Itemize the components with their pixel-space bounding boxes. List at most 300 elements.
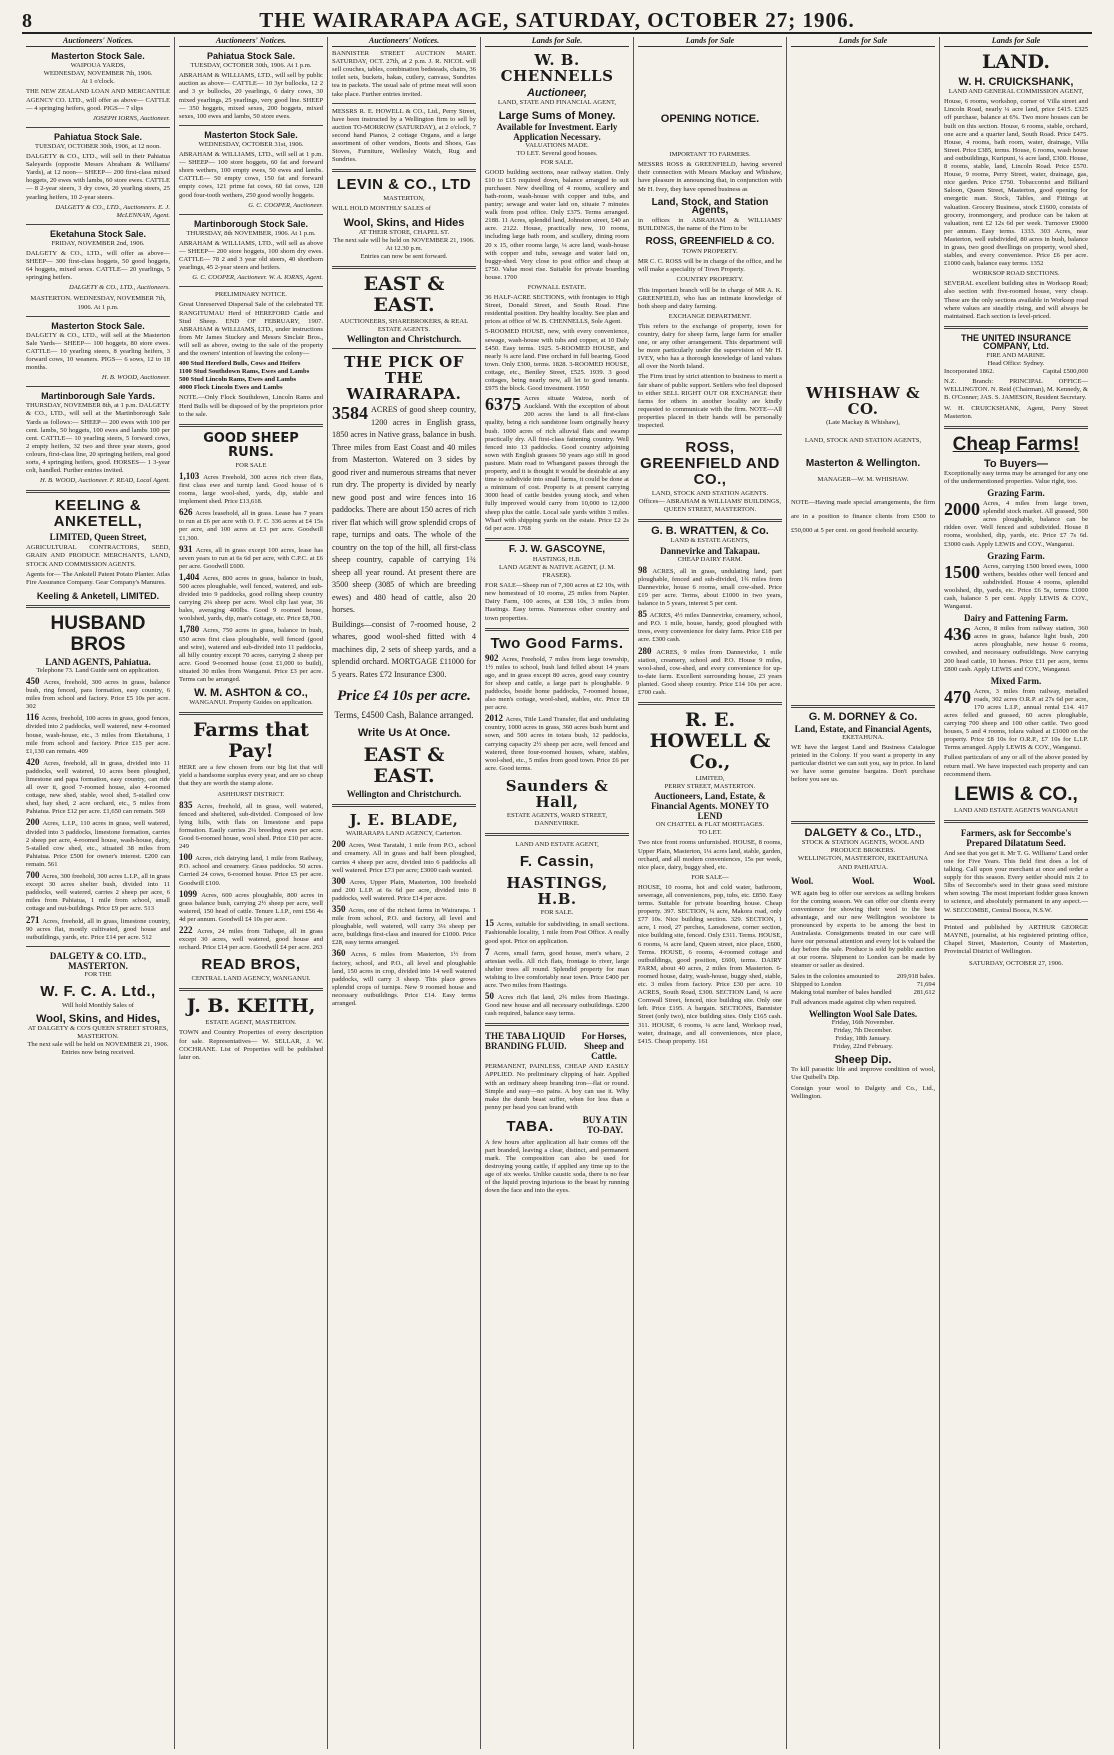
ad-signature: H. B. WOOD, Auctioneer. (101, 374, 170, 382)
ad-line: PERRY STREET, MASTERTON. (664, 783, 756, 791)
listing-text: Acres Freehold, 300 acres rich river flats, first class ewe and turnip land. Good house of 6 rooms, large wool-shed, yards, dip, stable and implement shed. Price £13,618. (179, 473, 323, 506)
acreage: 271 (26, 914, 43, 925)
ad-body: THE NEW ZEALAND LOAN AND MERCANTILE AGENCY CO. LTD., will offer as above— CATTLE— 4 springing heifers, good. PIGS— 7 slips (26, 88, 170, 112)
ad-heading: LAND. (982, 51, 1050, 74)
ad-line: AT DALGETY & CO'S QUEEN STREET STORES, MASTERTON. (27, 1025, 169, 1041)
ad-line: WANGANUI. Property Guides on application. (189, 699, 313, 707)
listing-text: Acres, West Taratahi, 1 mile from P.O., school and creamery. All in grass and half been ploughed, carries 4 sheep per acre, divided into 6 paddocks all well watered. Price £73 per acre; £3000 cash wanted. (332, 842, 476, 874)
ad-body: SEVERAL excellent building sites in Worksop Road; also section with five-roomed house, very cheap. These are the only sections available in Worksop road where values are steadily rising, and will always be maintained. Each section is level-priced. (944, 280, 1088, 320)
ad-heading: Cheap Farms! (952, 433, 1080, 455)
ad-body: TOWN and Country Properties of every description for sale. Representatives— W. SELLAR, J. W. COCHRANE. List of Properties will be published later on. (179, 1029, 323, 1061)
ad-line: WEDNESDAY, NOVEMBER 7th, 1906. (43, 70, 153, 78)
ad-line: ESTATE AGENTS, WARD STREET, DANNEVIRKE. (506, 811, 608, 828)
property-listing (179, 545, 323, 571)
listing-text: Acres, freehold, 300 acres in grass, balance bush, ring fenced, para formation, easy country, 6 miles from school and factory. Price £5 10s per acre. 302 (26, 678, 170, 711)
ad-line: Dannevirke and Takapau. (660, 545, 760, 556)
firm-name: W. H. CRUICKSHANK, (958, 76, 1074, 89)
property-listing (179, 853, 323, 887)
list-line: 1100 Stud Southdown Rams, Ewes and Lambs (179, 368, 310, 376)
ad-body: To kill parasitic life and improve condition of wool, Use Quibell's Dip. (791, 1066, 935, 1082)
firm-name: J. B. KEITH, (186, 995, 316, 1018)
firm-name: J. E. BLADE, (349, 811, 459, 830)
firm-name: F. J. W. GASCOYNE, (508, 543, 606, 555)
ad-body: ABRAHAM & WILLIAMS, LTD., will sell by public auction as above— CATTLE— 10 3yr bullocks, 12 2 and 3 yr bullocks, 20 yearlings, 6 dairy cows, 30 mixed yearlings, 25 yearlings, very good line. SHEEP— 350 hoggets, mixed sexes, 200 hoggets, mixed sexes, 100 ewes and lambs, 50 store ewes. (179, 72, 323, 120)
ad-line: Head Office: Sydney. (987, 360, 1045, 368)
property-list (179, 801, 323, 953)
wool-word: Wool. (791, 875, 814, 886)
property-listing (26, 818, 170, 869)
ad-line: LAND, STOCK AND STATION AGENTS. (651, 490, 769, 498)
ad-body: NOTE—Having made special arrangements, the firm are in a position to finance clients from £500 to £50,000 at 5 per cent. on good freehold security. (791, 499, 935, 535)
ad-heading: Mixed Farm. (990, 675, 1042, 686)
listing-text: Acres leasehold, all in grass. Lease has 7 years to run at £6 per acre with O. F. C. 336 acres at £4 15s per acre, and 100 acres at £3 per acre. Goodwill £1,300. (179, 510, 324, 542)
property-listing (332, 905, 476, 947)
ad-heading: THE TABA LIQUID BRANDING FLUID. (485, 1031, 567, 1052)
ad-line: WAIRARAPA LAND AGENCY, Carterton. (346, 830, 462, 838)
listing-text: Acres, Title Land Transfer, flat and undulating country, 1000 acres in grass, 360 acres bush burnt and sown, and 500 acres in totara bush, 12 paddocks, carrying capacity 2½ sheep per acre, well fenced and watered, three four-roomed houses, whare, stables, wool-shed, etc., 5 miles from good town. Price £6 per acre. Good terms. (485, 716, 629, 772)
listing-text: Acres, 24 miles from Taihape, all in grass except 30 acres, well watered, good house and orchard. Price £14 per acre. Goodwill £4 per acre. 263 (179, 927, 324, 952)
list-line: Friday, 16th November. (831, 1018, 895, 1026)
ad-line: DALGETY & CO. LTD., MASTERTON. (49, 950, 147, 971)
acreage: 470 (944, 686, 971, 707)
ad-body: Consign your wool to Dalgety and Co., Ltd., Wellington. (791, 1084, 935, 1100)
ad-body: Acres, 3 miles from railway, metalled roads, 302 acres O.R.P. at 27s 6d per acre, 170 acres L.I.P., annual rental £14. 417 acres felled and grassed, 60 acres ploughable, carrying 700 sheep and 100 other cattle. Two good houses, 5 and 4 rooms, tolara valued at £1000 on the property. Price £8 10s for O.R.P., £7 10s for L.I.P. Terms arranged. Apply LEWIS & COY., Wanganui. (944, 687, 1088, 752)
acreage: 50 (485, 991, 498, 1002)
ad-line: LAND, STATE AND FINANCIAL AGENT, (497, 99, 617, 107)
ad-body: And see that you get it. Mr T. G. Williams' Land order one for Five Years. This field first does a lot of talking. Call upon your merchant at once and order a supply for this season. Every settler should mix 2 to 5lbs of Seccombe's seed in their grass seed mixture when sowing. The most important fodder grass known to science, and absolutely permanent in any aspect.—W. SECCOMBE, Central Booca, N.S.W. (944, 849, 1088, 914)
column-heading: Auctioneers' Notices. (332, 37, 476, 47)
firm-subtitle: LAND AGENTS, Pahiatua. (45, 656, 151, 667)
firm-name: F. Cassin, (519, 853, 595, 871)
acreage: 350 (332, 904, 349, 914)
brand-name: TABA. (506, 1117, 554, 1135)
acreage: 100 (179, 852, 196, 863)
firm-name: W. B. CHENNELLS (500, 51, 614, 86)
ad-line: ASHHURST DISTRICT. (217, 790, 285, 798)
ad-line: For Horses, Sheep and Cattle. (581, 1031, 627, 1062)
ad-line: AT THEIR STORE, CHAPEL ST. (358, 228, 450, 236)
firm-name: Saunders & Hall, (505, 776, 609, 811)
stat-label: Shipped to London (791, 980, 842, 988)
ad-body: 36 HALF-ACRE SECTIONS, with frontages to High Street, Donald Street, and South Road. Fine residential position. Dry healthy locality. See plan and prices at office of W. B. CHENNELLS, Sole Agent. (485, 294, 629, 326)
ad-line: CHEAP DAIRY FARM. (677, 555, 743, 563)
ad-body: 5-ROOMED HOUSE, new, with every convenience, sewage, wash-house with tubs and copper, at 10 Daly £450. Easy terms. 1925. 5-ROOMED HOUSE, and nearly ¼ acre land. Fine orchard in full bearing, Good town. Only £300, terms. 1828. 3-ROOMED HOUSE, cottage, etc., Bentley Street, £525. 1939. 3 good cottages, being nearly new, all let to good tenants. £975 the block. Good investment. 1950 (485, 328, 629, 393)
ad-line: THURSDAY, 8th NOVEMBER, 1906. At 1 p.m. (186, 229, 316, 237)
ad-line: Wellington and Christchurch. (346, 334, 462, 345)
ad-line: CENTRAL LAND AGENCY, WANGANUI. (191, 975, 311, 983)
property-listing (485, 714, 629, 773)
listing-text: Acres, 600 acres ploughable, 800 acres in grass balance bush, carrying 2½ sheep per acre, well watered, 150 head of cattle. Tenure L.I.P., rent £56 4s 4d per annum. Goodwill £4 10s per acre. (179, 891, 323, 923)
imprint-date: SATURDAY, OCTOBER 27, 1906. (968, 959, 1064, 967)
property-listing (26, 758, 170, 817)
ad-line: FIRE AND MARINE. (986, 352, 1046, 359)
listing-text: Acres, freehold, all in grass, well watered, fenced and sheltered, sub-divided. Composed of low lying hills, with flats on limestone and papa formation. Easily carries 2¼ breeding ewes per acre. Good 6-roomed house, wool shed. Price £10 per acre. 249 (179, 802, 323, 851)
ad-line: WAIPOUA YARDS, (70, 62, 126, 70)
stat-label: Making total number of bales handled (791, 988, 892, 996)
ad-line: STOCK & STATION AGENTS, WOOL AND PRODUCE BROKERS. (801, 839, 925, 855)
firm-subtitle: Land, Estate, and Financial Agents, (794, 723, 932, 734)
ad-heading: Masterton Stock Sale. (204, 129, 298, 140)
ad-heading: THE PICK OF THE WAIRARAPA. (344, 353, 464, 404)
ad-body: WE have the largest Land and Business Catalogue printed in the Colony. If you want a property in any particular district we can suit you, say in price. In land we have some genuine bargains. Don't purchase before you see us. (791, 743, 935, 784)
listing-text: Acres, Upper Plain, Masterton, 100 freehold and 200 L.I.P. at 6s 6d per acre, divided into 8 paddocks, well watered. Price £14 per acre. (332, 878, 476, 902)
ad-line: LAND AGENT & NATIVE AGENT, (J. M. FRASER). (498, 563, 616, 580)
property-listing (638, 566, 782, 608)
ad-line: (Late Mackay & Whishaw), (826, 419, 900, 427)
property-listing (179, 625, 323, 684)
column-heading: Auctioneers' Notices. (26, 37, 170, 47)
ad-line: WEDNESDAY, OCTOBER 31st, 1906. (198, 140, 304, 148)
ad-body: ABRAHAM & WILLIAMS, LTD., will sell at 1 p.m.— SHEEP— 100 store hoggets, 60 fat and forward shorn wethers, 100 empty ewes, 50 ewes and lambs. CATTLE— 50 empty cows, 150 fat and forward empty cows, 121 prime fat cows, 60 fat cows, 128 good four-tooth wethers, 250 good woolly hoggets. (179, 151, 323, 199)
ad-body: ACRES of good sheep country, 1200 acres in English grass, 1850 acres in Native grass, balance in bush. Three miles from East Coast and 40 miles from Masterton. Watered on 3 sides by good river and numerous streams that never run dry. The property is divided by nearly new good post and wire fences into 16 paddocks. There are about 150 acres of rich river flat which will grow splendid crops of rape, turnips and oats. The whole of the country on the top of the hill, all first-class sheep country, capable of carrying 1¾ sheep all year round. At present there are 3500 sheep (3085 of which are breeding ewes) and 480 head of cattle, also 20 horses. (332, 405, 476, 615)
column-6 (787, 37, 940, 1749)
ad-line: MANAGER—W. M. WHISHAW. (817, 476, 909, 484)
listing-text: Acres, all in grass except 100 acres, lease has seven years to run at 6s 6d per acre, with C.P.C. at £6 per acre. Goodwill £600. (179, 546, 323, 570)
ad-line: VALUATIONS MADE. (525, 142, 589, 150)
list-line: 400 Stud Hereford Bulls, Cows and Heifers (179, 360, 301, 368)
stat-label: Sales in the colonies amounted to (791, 972, 880, 980)
ad-body: The Firm trust by strict attention to business to merit a fair share of public support. Settlers who feel disposed to either SELL RIGHT OUT OR EXCHANGE their farms for others in another locality are kindly requested to communicate with the firm. NOTE—All properties placed in their hands will be personally inspected. (638, 373, 782, 429)
property-listing (26, 871, 170, 913)
ad-body: HOUSE, 10 rooms, hot and cold water, bathroom, sewerage, all conveniences, pop, tubs, etc. £850. Easy terms. Suitable for private boarding house. Cheap property. 397. SECTION, ¼ acre, Makora road, only £77 10s. Nice building section. 329. SECTION, 1 acre, 1 rood, 27 perches, Lansdowne, corner section, nice building site, fenced. Only £311. Terms. HOUSE, 6 rooms, ¼ acre land, Queen street, nice place, £600, Terms. HOUSE, 6 rooms, 4-roomed cottage and outbuildings, good position, £600, terms. DAIRY FARM, about 40 acres, 2 miles from Masterton. 6-roomed house, dairy, wash-house, buggy shed, stable, etc. 3 miles from factory. Price £30 per acre. 10 ACRES, South Road, £300. SECTION Land, ¼ acre Cornwall Street, fenced, nice building site. Only one left. Price £195. A bargain. SECTIONS, Bannister Street (only two), nice building sites. Only £165 cash. 311. HOUSE, 6 rooms, ¼ acre land, Worksop road, water, drainage, and all conveniences, nice place, £415. Cheap property. 161 (638, 883, 782, 1045)
property-listing (179, 890, 323, 924)
ad-line: Wellington and Christchurch. (346, 789, 462, 800)
ad-body: Fullest particulars of any or all of the above posted by return mail. We have inspected each property and can recommend them. (944, 754, 1088, 778)
ad-body: AGRICULTURAL CONTRACTORS, SEED, GRAIN AND PRODUCE MERCHANTS, LAND, STOCK AND COMMISSION AGENTS. (26, 544, 170, 568)
property-listing (26, 916, 170, 942)
acreage: 1099 (179, 888, 202, 899)
ad-line: MASTERTON. WEDNESDAY, NOVEMBER 7th, 1906. At 1 p.m. (30, 295, 166, 311)
ad-line: TUESDAY, OCTOBER 30th, 1906, at 12 noon. (35, 142, 161, 150)
column-heading: Lands for Sale (944, 37, 1088, 47)
firm-signature: Keeling & Anketell, LIMITED. (36, 590, 160, 601)
acreage: 200 (26, 817, 43, 828)
acreage: 2000 (944, 499, 980, 520)
ad-line: TUESDAY, OCTOBER 30th, 1906. At 1 p.m. (190, 62, 312, 70)
column-5 (634, 37, 787, 1749)
property-list (332, 840, 476, 1008)
ad-line: Auctioneers, Land, Estate, & Financial Agents. MONEY TO LEND (651, 791, 769, 822)
wool-word: Wool. (912, 875, 935, 886)
ad-body: THURSDAY, NOVEMBER 8th, at 1 p.m. DALGETY & CO., LTD., will sell at the Martinborough Sale Yards as follows:— SHEEP— 200 ewes with 100 per cent. lambs, 50 hoggets, 100 ewes and lambs 100 per cent. CATTLE— 10 yearling steers, 5 forward cows, 2 empty heifers, 32 two and three year steers, good colours, first-class line, 20 springing heifers, real good sorts, 4 springing heifers, good. HORSES— 1 3-year colt, handled. Further entries invited. (26, 402, 170, 475)
columns (22, 37, 1092, 1749)
acreage: 3584 (332, 403, 368, 424)
firm-name: R. E. HOWELL & Co., (649, 709, 771, 774)
firm-name: G. M. DORNEY & Co. (808, 711, 918, 724)
ad-body: MESSRS R. E. HOWELL & CO., Ltd., Perry Street, have been instructed by a Wellington firm to sell by auction TO-MORROW (SATURDAY), at 2 o'clock, 7 second hand Pianos, 2 cottage Organs, and a large assortment of other vendors, Boots and Shoes, Gas Stoves, Furniture, Wellesley Watch, Rug and Sundries. (332, 107, 476, 164)
ad-line: The next sale will be held on NOVEMBER 21, 1906. Entries now being received. (27, 1041, 169, 1057)
acreage: 700 (26, 870, 42, 881)
price: Price £4 10s per acre. (337, 688, 471, 705)
ad-line: FOR SALE (235, 461, 267, 469)
firm-name: W. F. C. A. Ltd., (40, 982, 156, 1000)
ad-line: Capital £500,000 (1042, 368, 1088, 376)
ad-heading: Write Us At Once. (357, 727, 451, 740)
listing-text: Acres, one of the richest farms in Wairarapa. 1 mile from school, P.O. and factory, all level and ploughable, well watered, will carry 3¼ sheep per acre, buildings first-class and insured for £1000. Price £28, easy terms arranged. (332, 907, 477, 947)
property-listing (179, 573, 323, 624)
ad-heading: WORKSOP ROAD SECTIONS. (972, 270, 1060, 278)
firm-place: Masterton & Wellington. (805, 458, 921, 470)
ad-line: HASTINGS, H.B. (532, 555, 582, 563)
acreage: 7 (485, 946, 494, 957)
column-2 (175, 37, 328, 1749)
column-heading: Lands for Sale (791, 37, 935, 47)
firm-name: LEWIS & CO., (954, 783, 1078, 805)
ad-heading: Land, Stock, and Station Agents, (651, 196, 769, 216)
ad-line: Entries can now be sent forward. (360, 252, 448, 260)
ad-line: TO LET. (698, 829, 722, 837)
ad-heading: Wool, Skins, and Hides, (36, 1012, 160, 1025)
ad-line: MASTERTON, (383, 195, 425, 203)
acreage: 902 (485, 652, 502, 663)
listing-text: ACRES, all in grass, undulating land, part ploughable, fenced and sub-divided, 1¾ miles from Dannevirke, house 6 rooms, small cow-shed. Price £19 per acre. Terms, about £1000 in two years, balance in 5 years, interest 5 per cent. (638, 567, 783, 608)
acreage: 420 (26, 756, 44, 767)
ad-line: Telephone 73. Land Guide sent on application. (36, 666, 160, 674)
ad-heading: Martinborough Stock Sale. (193, 218, 308, 229)
ad-body: A few hours after application all hair comes off the part branded, leaving a clear, distinct, and permanent mark. The composition can also be used for destroying young cattle, if applied any time up to the age of six weeks. Unlike caustic soda, there is no fear of the liquid proving injurious to the beast by running down the face and into the eyes. (485, 1138, 629, 1195)
acreage: 450 (26, 675, 44, 686)
property-list (26, 677, 170, 942)
firm-name: LEVIN & CO., LTD (336, 176, 472, 194)
ad-body: in offices in ABRAHAM & WILLIAMS' BUILDINGS, the name of the Firm to be (638, 216, 782, 232)
acreage: 1,103 (179, 470, 204, 481)
ad-heading: Pahiatua Stock Sale. (206, 51, 296, 62)
acreage: 85 (638, 609, 650, 620)
ad-body: This refers to the exchange of property, town for country, dairy for sheep farm, large farm for smaller one, or any other arrangement. This department will be more particularly under the supervision of Mr H. IVEY, who has a thorough knowledge of land values all over the North Island. (638, 322, 782, 371)
property-listing (26, 713, 170, 755)
listing-text: Acres, Freehold, 7 miles from large township, 1½ miles to school, bush land felled about 14 years ago, and in grass except 80 acres, good easy country for sheep and cattle, a large part is ploughable. 9 paddocks, beside home paddocks, 7-roomed house, also men's cottage, wool-shed, stables, etc. Price £8 per acre. (485, 655, 629, 712)
ad-line: IMPORTANT TO FARMERS. (669, 151, 751, 159)
ad-heading: Grazing Farm. (987, 550, 1045, 561)
ad-body: Exceptionally easy terms may be arranged for any one of the undermentioned properties. Value right, too. (944, 469, 1088, 485)
ad-body: BANNISTER STREET AUCTION MART. SATURDAY, OCT. 27th, at 2 p.m. J. R. NICOL will sell couches, tables, combination bedsteads, chairs, 36 toilet sets, buckets, bakas, cutlery, canvass, Sundries tea in packets. The usual sale of prime meat will soon take place. Further entries invited. (332, 50, 476, 98)
stat-value: 209,918 bales. (896, 972, 935, 980)
list-line: Friday, 7th December. (833, 1027, 893, 1034)
property-listing (179, 508, 323, 542)
ad-line: EXCHANGE DEPARTMENT. (668, 312, 752, 320)
ad-body: This important branch will be in charge of MR A. K. GREENFIELD, who has an intimate knowledge of both sheep and dairy farming. (638, 286, 782, 310)
list-line: Friday, 22nd February. (833, 1043, 893, 1051)
listing-text: ACRES, 9 miles from Dannevirke, 1 mile station, creamery, school and P.O. House 9 miles, wool-shed, cow-shed, and every convenience for up-to-date farm. Excellent surrounding house, 23 years planted. Good sheep country. Price £14 10s per acre. £700 cash. (638, 648, 783, 696)
ad-line: WELLINGTON, MASTERTON, EKETAHUNA AND PAHIATUA. (798, 855, 928, 871)
ad-body: Great Unreserved Dispersal Sale of the celebrated TE RANGITUMAU Herd of HEREFORD Cattle and Stud Sheep. END OF FEBRUARY, 1907. ABRAHAM & WILLIAMS, LTD., under instructions from Mr James Stuckey and Messrs Sinclair Bros., will sell as above, owing to the sale of the property and the owners' intention of leaving the colony— (179, 301, 323, 357)
firm-name: THE UNITED INSURANCE COMPANY, Ltd. (960, 332, 1071, 351)
column-3 (328, 37, 481, 1749)
ad-line: Will hold Monthly Sales of (62, 1001, 134, 1009)
property-listing (638, 647, 782, 698)
ad-body: Full advances made against clip when required. (791, 998, 917, 1006)
firm-subtitle: Auctioneer, (527, 87, 587, 100)
listing-text: Acres, suitable for subdividing, in small sections. Fashionable locality, 1 mile from Post Office. A really good spot. Price on application. (485, 921, 630, 945)
firm-name: G. B. WRATTEN, & Co. (651, 525, 769, 538)
firm-name: DALGETY & Co., LTD., (804, 827, 922, 840)
ad-line: FOR THE (84, 970, 112, 978)
list-line: Friday, 18th January. (835, 1035, 891, 1043)
acreage: 1,780 (179, 624, 203, 635)
ad-line: LAND AND ESTATE AGENT, (515, 841, 599, 849)
ad-body: NOTE.—Only Flock Southdown, Lincoln Rams and Herd Bulls will be disposed of by the proprietors prior to the sale. (179, 394, 323, 418)
acreage: 280 (638, 645, 657, 656)
ad-line: Available for Investment. Early Application Necessary. (496, 122, 618, 143)
ad-line: FRIDAY, NOVEMBER 2nd, 1906. (51, 239, 145, 247)
property-listing (179, 926, 323, 952)
column-4 (481, 37, 634, 1749)
stat-value: 281,612 (913, 988, 935, 996)
acreage: 835 (179, 799, 198, 810)
listing-text: Acres, 800 acres in grass, balance in bush, 500 acres ploughable, well fenced, watered, and sub-divided into 9 paddocks, good rolling sheep country carrying 2¼ sheep per acre. Wool clip last year, 36 bales, averaging 400lbs. Good 9 roomed house, woolshed, yards, dip, man's cottage, etc. Price £8,700. (179, 574, 323, 623)
ad-body: Acres, carrying 1500 breed ewes, 1000 wethers, besides other well fenced and subdivided. House 4 rooms, splendid woolshed, dip, yards, etc. Price £6 5s, terms £1000 cash, balance 5 per cent. Apply LEWIS & COY., Wanganui. (944, 562, 1088, 611)
wool-word: Wool. (851, 875, 875, 886)
ad-body: HERE are a few chosen from our big list that will yield a handsome surplus every year, and are so cheap that they are worth the stamp alone. (179, 764, 323, 788)
firm-name: KEELING & ANKETELL, (53, 497, 143, 531)
listing-text: Acres, freehold, all in grass, limestone country, 90 acres flat, mostly cultivated, good house and outbuildings, yards, etc. Price £14 per acre. 512 (26, 917, 171, 941)
acreage: 626 (179, 507, 196, 518)
property-listing (26, 677, 170, 711)
ad-signature: G. C. COOPER, Auctioneer. W. A. IORNS, Agent. (192, 274, 323, 282)
ad-line: BUY A TIN TO-DAY. (582, 1115, 628, 1136)
ad-heading: Wellington Wool Sale Dates. (808, 1008, 918, 1019)
ad-heading: To Buyers— (984, 457, 1048, 470)
ad-heading: OPENING NOTICE. (660, 113, 760, 126)
ad-line: AUCTIONEERS, SHAREBROKERS, & REAL ESTATE AGENTS. (339, 317, 469, 334)
ad-signature: JOSEPH IORNS, Auctioneer. (92, 114, 170, 122)
stat-value: 71,694 (916, 980, 935, 988)
ad-line: LAND, STOCK AND STATION AGENTS, (804, 437, 922, 445)
listing-text: Acres, 300 freehold, 300 acres L.I.P., all in grass except 30 acres shelter bush, divided into 11 paddocks, well watered, carries 2 sheep per acre, 6 miles from Pahiatua, 1 mile from school, small cottage and out-buildings. Price £9 per acre. 513 (26, 873, 170, 913)
acreage: 200 (332, 839, 349, 850)
ad-heading: Farms that Pay! (193, 719, 309, 763)
ad-body: Acres situate Wairoa, north of Auckland. With the exception of about 200 acres the land is all first-class quality, being a rich sandstone loam originally heavy bush. 1000 acres of rich alluvial flats and swamp practically dry. All first-class fattening country. Well fenced into 13 paddocks. Good country adjoining sown with English grasses 50 years ago still in good pasture. Main road to Whangarei passes through the property, and it is thought it would be desirable at any time to subdivide into small farms, it could be done at a minimum of cost. Property is at present carrying 3000 head of cattle besides young stock, and when fully improved would carry from 10,000 to 12,000 sheep plus the cattle. Local sale yards within 3 miles. Wharf with shipping yards on the estate. Price £2 2s 6d per acre. 1768 (485, 395, 629, 532)
listing-text: Acres, freehold, 100 acres in grass, good fences, divided into 2 paddocks, well watered, new 4-roomed house, wash-house, etc., 3 miles from Eketahuna, 1 mile from school and factory. Price £15 per acre. £1,130 can remain. 409 (26, 715, 170, 755)
property-listing (485, 654, 629, 713)
ad-body: W. H. CRUICKSHANK, Agent, Perry Street Masterton. (944, 404, 1088, 420)
firm-name: EAST & EAST. (363, 744, 445, 788)
ad-body: FOR SALE—Sheep run of 7,300 acres at £2 10s, with new homestead of 10 rooms, 25 miles from Napier. Dairy Farm, 100 acres, at £38 10s, 3 miles from Hastings. Easy terms. Numerous other country and town properties. (485, 582, 629, 622)
ad-body: Buildings—consist of 7-roomed house, 2 whares, good wool-shed fitted with 4 machines dip, 2 sets of sheep yards, and a splendid orchard. MORTGAGE £11000 for 5 years. Rates £72 Insurance £300. (332, 619, 476, 679)
listing-text: Acres, freehold, all in grass, divided into 11 paddocks, well watered, 10 acres been ploughed, limestone and papa formation, easy country, can ride all over it, good 7-roomed house, also 4-roomed cottage, new shed, stable, wool shed, 5-stalled cow shed, hay shed, 2 acre orchard, etc., 5 miles from Pahiatua. Price £12 per acre. £1,650 can remain. 569 (26, 759, 171, 816)
acreage: 931 (179, 543, 196, 554)
ad-heading: Martinborough Sale Yards. (41, 391, 155, 402)
ad-line: ESTATE AGENT, MASTERTON. (205, 1019, 297, 1027)
ad-body: House, 6 rooms, workshop, corner of Villa street and Lincoln Road, nearly ¼ acre land, price £415. £325 off purchase, balance at 6%. Two more houses can be built on this section. House, 6 rooms, stable, orchard, one acre and a quarter land, South Road. Price £475. House, 4 rooms, bath room, water, drainage, Villa Street. Price £385, terms. House, 6 rooms, wash house and outbuildings, Kuripuni, ¼ acre land, £300. House, 8 rooms, stable, land, Lincoln Road. Price £570. House, 9 rooms, Perry Street, water, drainage, gas, nice garden. Price £750. Tobacconist and Billiard Saloon, Queen Street, Masterton, good opening for energetic man. Stock, Tables, and Fittings at valuation. Grocery Business, stock £1600, consists of grocery, ironmongery, and produce can be taken at valuation, rent £2 12s 6d per week. Turnover £9000 per annum. Easy terms. 1333. 303 Acres, near Masterton, well subdivided, 80 acres in bush, balance in grass, two good dwellings on property, wool shed, stables, and every convenience. Price £6 per acre. £1000 cash, balance easy terms. 1352 (944, 98, 1088, 268)
acreage: 300 (332, 875, 350, 886)
ad-body: WILL HOLD MONTHLY SALES of (332, 205, 431, 213)
property-listing (638, 610, 782, 644)
ad-body: ABRAHAM & WILLIAMS, LTD., will sell as above— SHEEP— 200 store hoggets, 100 shorn dry ewes. CATTLE— 78 2 and 3 year old steers, 40 shorthorn yearlings, 45 2-year steers and heifers. (179, 239, 323, 272)
ad-heading: Large Sums of Money. (498, 110, 616, 123)
ad-heading: Masterton Stock Sale. (51, 51, 145, 62)
ad-heading: Dairy and Fattening Farm. (964, 613, 1068, 624)
ad-heading: PRELIMINARY NOTICE. (215, 291, 287, 299)
column-heading: Auctioneers' Notices. (179, 37, 323, 47)
ad-heading: Eketahuna Stock Sale. (49, 228, 147, 239)
property-listing (485, 948, 629, 990)
ad-heading: Masterton Stock Sale. (51, 320, 145, 331)
acreage: 6375 (485, 394, 521, 415)
ad-line: Offices— ABRAHAM & WILLIAMS' BUILDINGS, QUEEN STREET, MASTERTON. (638, 498, 782, 514)
ad-body: DALGETY & CO., LTD., will sell at the Masterton Sale Yards— SHEEP— 100 hoggets, 80 store ewes. CATTLE— 10 yearling steers, 8 yearling heifers, 3 forward cows, 10 weaners. PIGS— 6 sows, 12 to 18 months. (26, 331, 170, 372)
listing-text: Acres rich flat land, 2¾ miles from Hastings. Good new house and all necessary outbuildings. £200 cash required, balance easy terms. (485, 994, 629, 1018)
property-listing (332, 840, 476, 874)
column-heading: Lands for Sale (638, 37, 782, 47)
list-line: 500 Stud Lincoln Rams, Ewes and Lambs (179, 376, 297, 384)
ad-body: Two nice front rooms unfurnished. HOUSE, 8 rooms, Upper Plain, Masterton, 1¼ acres land, stable, garden, orchard, and all modern conveniences, 15s per week, nice place, dairy, buggy shed, etc. (638, 839, 782, 871)
firm-subtitle: LIMITED, Queen Street, (49, 532, 147, 543)
firm-name: ROSS, GREENFIELD AND CO., (640, 439, 780, 489)
acreage: 116 (26, 712, 42, 723)
ad-heading: FOWNALL ESTATE. (527, 283, 587, 291)
ad-line: FOR SALE. (540, 158, 574, 166)
property-listing (485, 919, 629, 945)
ad-heading: Wool, Skins, and Hides (343, 216, 465, 229)
acreage: 1,404 (179, 571, 203, 582)
newspaper-title: THE WAIRARAPA AGE, SATURDAY, OCTOBER 27; 1906. (259, 8, 855, 32)
firm-name: ROSS, GREENFIELD & CO. (645, 236, 775, 248)
imprint: Printed and published by ARTHUR GEORGE MAYNE, journalist, at his registered printing office, Chapel Street, Masterton, County of Masterton, Provincial District of Wellington. (944, 923, 1088, 955)
ad-line: LAND AND GENERAL COMMISSION AGENT, (948, 88, 1084, 96)
ad-line: EKETAHUNA. (842, 733, 884, 741)
ad-body: DALGETY & CO., LTD., will offer as above— SHEEP— 300 first-class hoggets, 50 good hoggets, 64 hoggets, mixed sexes. CATTLE— 20 yearlings, 5 springing heifers. (26, 249, 170, 282)
ad-line: Incorporated 1862. (944, 368, 995, 376)
list-line: 4000 Flock Lincoln Ewes and Lambs (179, 384, 283, 392)
listing-text: Acres, L.I.P., 110 acres in grass, well watered, divided into 3 paddocks, limestone formation, carries 2 sheep per acre, 4-roomed house, wash-house, dairy, 5-stalled cow shed, etc., situated 38 miles from Pahiatua. Price £500 for owner's interest. £200 can remain. 561 (26, 820, 171, 868)
column-7 (940, 37, 1092, 1749)
property-listing (179, 472, 323, 506)
property-listing (332, 949, 476, 1008)
ad-line: FOR SALE— (691, 873, 729, 881)
property-listing (332, 877, 476, 903)
sale-dates (791, 1019, 935, 1051)
firm-name: WHISHAW & CO. (805, 384, 921, 419)
ad-line: FOR SALE. (540, 909, 574, 917)
listing-text: Acres, 6 miles from Masterton, 1½ from factory, school, and P.O., all level and ploughable land, 150 acres in crop, divided into 14 well watered paddocks, will carry 3 sheep. This place grows splendid crops of turnips. New 9 roomed house and necessary outbuildings. Price £14. Easy terms arranged. (332, 951, 477, 1008)
property-listing (179, 801, 323, 852)
listing-text: Acres, rich dairying land, 1 mile from Railway, P.O. school and creamery. Grass paddocks. 50 acres. Carried 24 cows, 6-roomed house. Price £5 per acre. Goodwill £100. (179, 855, 323, 887)
firm-name: W. M. ASHTON & CO., (194, 687, 308, 700)
firm-name: EAST & EAST. (363, 272, 445, 316)
ad-line: LAND AND ESTATE AGENTS WANGANUI (954, 806, 1078, 814)
acreage: 15 (485, 918, 497, 929)
ad-body: Acres, 8 miles from railway station, 360 acres in grass, balance light bush, 200 acres ploughable, new house 6 rooms, cowshed, and necessary outbuildings. Now carrying 200 head cattle, 10 horses. Price £11 per acre, terms £800 cash. Apply LEWIS and COY., Wanganui. (944, 625, 1088, 673)
ad-body: GOOD building sections, near railway station. Only £10 to £15 required down, balance arranged to suit purchaser. New dwelling of 4 rooms, scullery and bath-room, wash-house with copper and tubs, and pantry; sewage and water laid on, situate 7 minutes walk from post office. Only £375. Terms arranged. 2188. 11 Acres, splendid land, Johnston street, £40 an acre. 2122. House, practically new, 10 rooms, including large bath room, and scullery, dining room 20 x 15, other rooms large, ¼ acre land, wash-house with copper and tubs, sewage and water laid on, buggy-shed. Very close to post office and cheap at £750. Value most rise. Suitable for private boarding house. 1700 (485, 168, 629, 281)
ad-body: WE again beg to offer our services as selling brokers for the coming season. We can offer our clients every convenience for showing their wool to the best advantage, and our new Wellington woolstore is pronounced by experts to be among the best in Australasia. Consignments treated in our care will have our personal attention and every lot is valued the day before the sale. Produce is sold by public auction at our rooms. Shipment to London can be made by steamer or sailer as desired. (791, 889, 935, 970)
ad-body: MR C. C. ROSS will be in charge of the office, and he will make a speciality of Town Property. (638, 258, 782, 274)
ad-line: LIMITED, (695, 775, 725, 783)
ad-line: TOWN PROPERTY. (682, 248, 738, 256)
column-1 (22, 37, 175, 1749)
property-list (179, 472, 323, 684)
ad-line: At 1 o'clock. (81, 78, 115, 86)
ad-signature: G. C. COOPER, Auctioneer. (248, 201, 323, 209)
acreage: 436 (944, 624, 971, 645)
ad-line: COUNTRY PROPERTY. (676, 276, 744, 284)
ad-heading: Farmers, ask for Seccombe's Prepared Dilatatum Seed. (960, 827, 1072, 848)
property-list (485, 919, 629, 1018)
wool-banner (791, 876, 935, 886)
ad-line: ON CHATTEL & FLAT MORTGAGES. (655, 821, 765, 829)
page-number: 8 (22, 10, 32, 32)
ad-body: DALGETY & CO., LTD., will sell in their Pahiatua Saleyards (opposite Messrs Abraham & Williams' Yards), at 12 noon— SHEEP— 200 first-class mixed hoggets, 20 ewes with lambs, 60 store ewes. CATTLE— 8 2-year steers, 3 dry cows, 20 yearling steers, 25 yearling heifers, 10 2-year steers. (26, 153, 170, 201)
ad-heading: Pahiatua Stock Sale. (53, 131, 143, 142)
firm-name: READ BROS, (201, 956, 301, 974)
ad-body: N.Z. Branch: PRINCIPAL OFFICE—WELLINGTON. N. Reid (Chairman), M. Kennedy, & B. O'Conner; JAS. S. JAMESON, Resident Secretary. (944, 378, 1088, 402)
ad-line: The next sale will be held on NOVEMBER 21, 1906. At 12.30 p.m. (333, 236, 475, 252)
property-list (485, 654, 629, 773)
listing-text: Acres, small farm, good house, men's whare, 2 artesian wells. All rich flats, frontage to river, large shelter trees all round. Splendid property for man wishing to live comfortably near town. Price £400 per acre. Two miles from Hastings. (485, 949, 630, 989)
ad-signature: DALGETY & CO., LTD., Auctioneers. (68, 284, 170, 292)
property-list (638, 566, 782, 697)
ad-line: TO LET. Several good houses. (516, 150, 598, 158)
